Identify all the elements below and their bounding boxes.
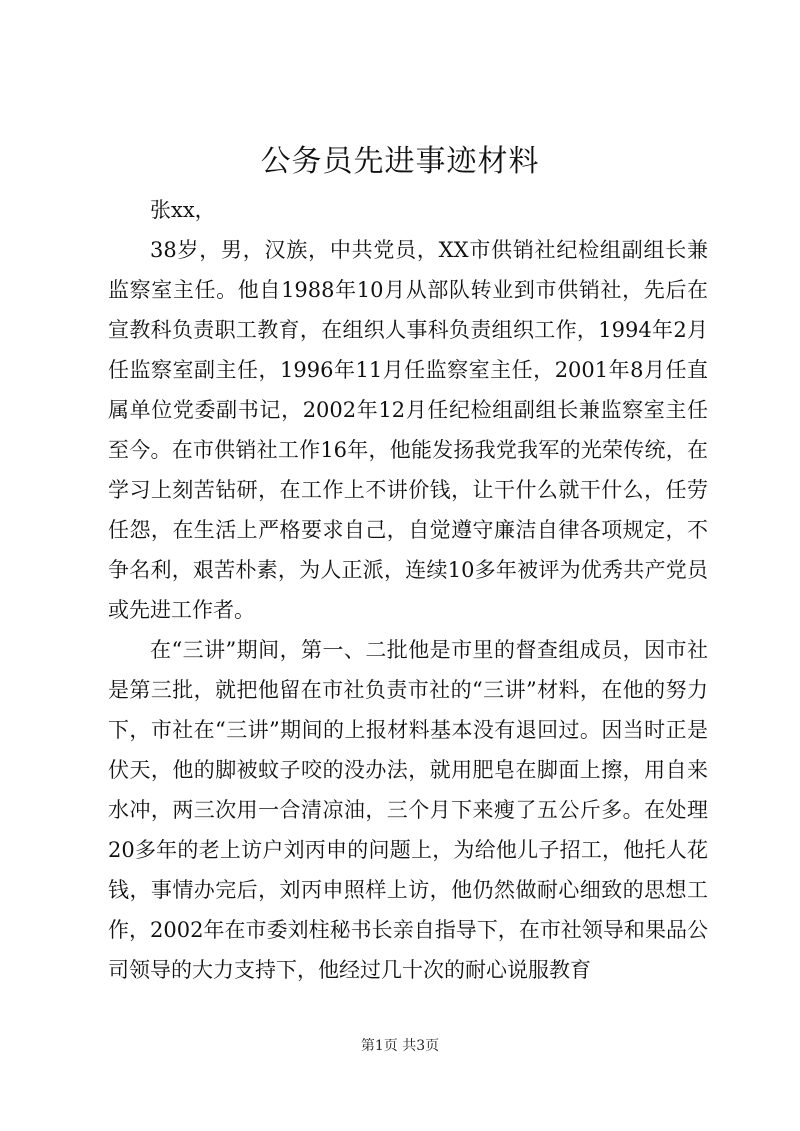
paragraph-deeds: 在“三讲”期间，第一、二批他是市里的督查组成员，因市社是第三批，就把他留在市社负责市社的“三讲”材料，在他的努力下，市社在“三讲”期间的上报材料基本没有退回过。因当时正是伏天，他的脚被蚊子咬的没办法，就用肥皂在脚面上擦，用自来水冲，两三次用一合清凉油，三个月下来瘦了五公斤多。在处理20多年的老上访户刘丙申的问题上，为给他儿子招工，他托人花钱，事情办完后，刘丙申照样上访，他仍然做耐心细致的思想工作，2002年在市委刘柱秘书长亲自指导下，在市社领导和果品公司领导的大力支持下，他经过几十次的耐心说服教育: [108, 638, 708, 982]
paragraph-salutation: 张xx，: [150, 198, 216, 222]
document-body: [108, 190, 708, 990]
page-footer: 第1页 共3页: [360, 1038, 440, 1054]
paragraph-profile: 38岁，男，汉族，中共党员，XX市供销社纪检组副组长兼监察室主任。他自1988年10月从部队转业到市供销社，先后在宣教科负责职工教育，在组织人事科负责组织工作，1994年2月任监察室副主任，1996年11月任监察室主任，2001年8月任直属单位党委副书记，2002年12月任纪检组副组长兼监察室主任至今。在市供销社工作16年，他能发扬我党我军的光荣传统，在学习上刻苦钻研，在工作上不讲价钱，让干什么就干什么，任劳任怨，在生活上严格要求自己，自觉遵守廉洁自律各项规定，不争名利，艰苦朴素，为人正派，连续10多年被评为优秀共产党员或先进工作者。: [108, 238, 708, 622]
document-title: 公务员先进事迹材料: [260, 144, 540, 179]
